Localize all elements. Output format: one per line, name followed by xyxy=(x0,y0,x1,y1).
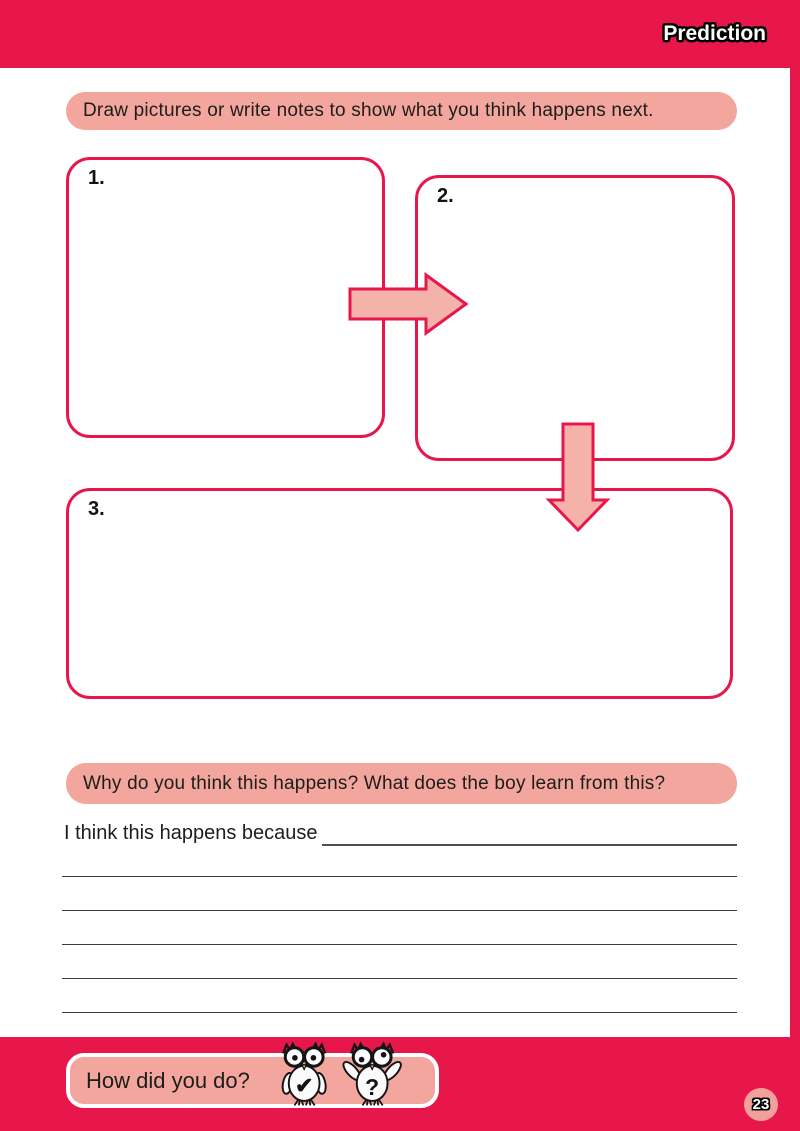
owls-illustration xyxy=(274,1041,414,1113)
answer-first-line[interactable] xyxy=(322,844,737,846)
writing-line[interactable] xyxy=(62,876,737,910)
owl-question-icon xyxy=(341,1044,404,1106)
writing-lines xyxy=(62,876,737,1045)
owl-check-mark: ✔ xyxy=(294,1073,314,1099)
page-number: 23 xyxy=(752,1096,770,1113)
box-number-label: 3. xyxy=(88,498,105,520)
page-title: Prediction xyxy=(663,22,766,45)
writing-line[interactable] xyxy=(62,978,737,1012)
instruction-banner xyxy=(66,92,737,130)
owl-question-mark: ? xyxy=(365,1073,380,1100)
right-arrow-icon xyxy=(348,266,470,342)
how-did-you-do-text: How did you do? xyxy=(86,1067,250,1093)
drawing-box-3[interactable] xyxy=(66,488,733,699)
box-number-label: 2. xyxy=(437,185,454,207)
down-arrow-icon xyxy=(540,422,616,534)
writing-line[interactable] xyxy=(62,910,737,944)
box-number-label: 1. xyxy=(88,167,105,189)
drawing-box-1[interactable] xyxy=(66,157,385,438)
question-banner xyxy=(66,763,737,804)
answer-prompt: I think this happens because xyxy=(64,822,318,844)
owl-check-icon xyxy=(281,1044,327,1106)
instruction-text: Draw pictures or write notes to show what you think happens next. xyxy=(83,100,654,121)
right-red-strip xyxy=(790,0,800,1131)
page-number-badge xyxy=(744,1088,778,1121)
question-text: Why do you think this happens? What does the boy learn from this? xyxy=(83,772,666,794)
writing-line[interactable] xyxy=(62,944,737,978)
